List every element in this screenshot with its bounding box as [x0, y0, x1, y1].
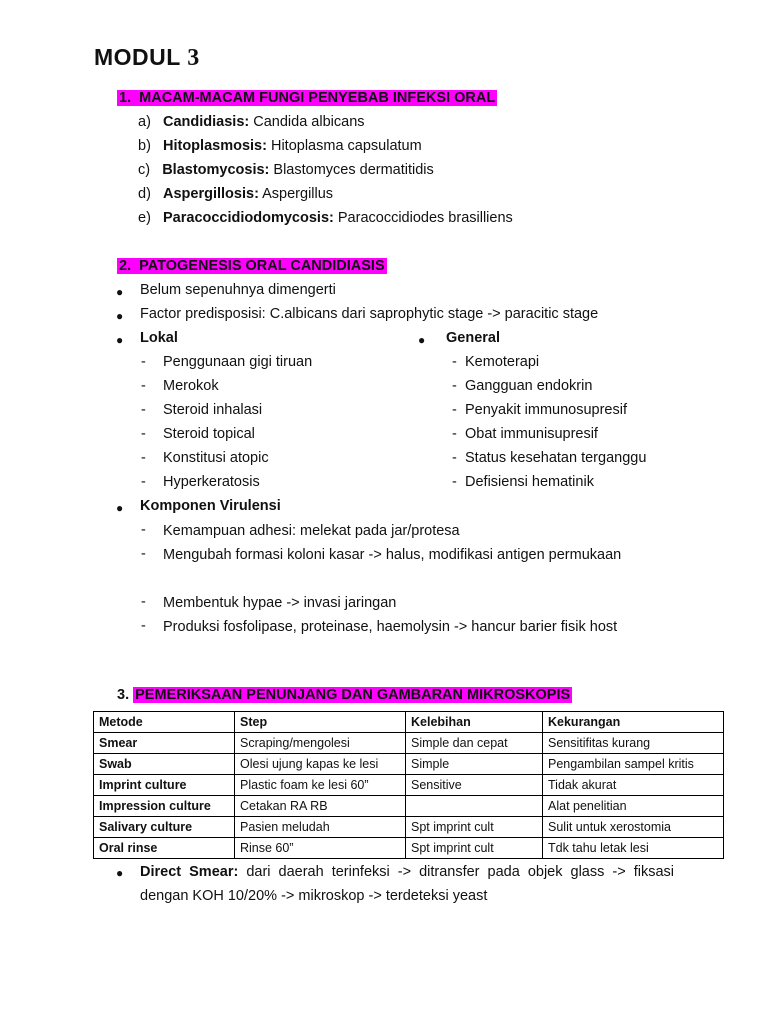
- fungi-sep: :: [264, 162, 270, 178]
- table-cell: Pengambilan sampel kritis: [543, 754, 724, 775]
- dash-icon: -: [452, 450, 457, 466]
- exam-table: [93, 711, 724, 859]
- col-header: Kelebihan: [406, 712, 543, 733]
- dash-icon: -: [141, 354, 146, 370]
- fungi-desc: Candida albicans: [249, 114, 365, 130]
- table-cell: Smear: [94, 733, 235, 754]
- fungi-item: [138, 210, 513, 226]
- dash-icon: -: [141, 618, 146, 634]
- item-letter: e): [138, 210, 151, 226]
- table-cell: Sulit untuk xerostomia: [543, 817, 724, 838]
- table-cell: Salivary culture: [94, 817, 235, 838]
- general-item: Penyakit immunosupresif: [465, 402, 627, 418]
- dash-icon: -: [141, 450, 146, 466]
- fungi-term: Candidiasis: [163, 114, 245, 130]
- fungi-term: Blastomycosis: [162, 162, 265, 178]
- table-cell: Spt imprint cult: [406, 838, 543, 859]
- dash-icon: -: [141, 378, 146, 394]
- table-cell: Simple: [406, 754, 543, 775]
- general-item: Defisiensi hematinik: [465, 474, 594, 490]
- table-row: [94, 775, 724, 796]
- bullet-text: Factor predisposisi: C.albicans dari saprophytic stage -> paracitic stage: [140, 306, 599, 322]
- table-cell: Plastic foam ke lesi 60”: [235, 775, 406, 796]
- section-1-heading: [117, 90, 497, 106]
- table-header-row: [94, 712, 724, 733]
- bullet-dot-icon: ●: [116, 333, 124, 347]
- general-item: Kemoterapi: [465, 354, 540, 370]
- dash-icon: -: [452, 474, 457, 490]
- section-3-number: 3.: [117, 687, 130, 703]
- table-row: [94, 754, 724, 775]
- virulensi-item: Kemampuan adhesi: melekat pada jar/protesa: [163, 523, 460, 539]
- fungi-item: [138, 114, 365, 130]
- section-2-number: 2.: [119, 258, 132, 274]
- table-cell: Pasien meludah: [235, 817, 406, 838]
- table-cell: Spt imprint cult: [406, 817, 543, 838]
- item-letter: c): [138, 162, 151, 178]
- fungi-desc: Blastomyces dermatitidis: [269, 162, 434, 178]
- bullet-dot-icon: ●: [116, 309, 124, 323]
- dash-icon: -: [141, 426, 146, 442]
- dash-icon: -: [452, 426, 457, 442]
- lokal-label: Lokal: [140, 330, 178, 346]
- direct-smear-term: Direct Smear:: [140, 864, 239, 880]
- table-cell: Oral rinse: [94, 838, 235, 859]
- section-1-number: 1.: [119, 90, 132, 106]
- dash-icon: -: [141, 546, 146, 562]
- fungi-term: Paracoccidiodomycosis: [163, 210, 330, 226]
- item-letter: a): [138, 114, 151, 130]
- table-cell: Rinse 60”: [235, 838, 406, 859]
- table-cell: Simple dan cepat: [406, 733, 543, 754]
- table-cell: Swab: [94, 754, 235, 775]
- dash-icon: -: [141, 594, 146, 610]
- bullet-dot-icon: ●: [116, 285, 124, 299]
- table-row: [94, 733, 724, 754]
- lokal-item: Penggunaan gigi tiruan: [163, 354, 313, 370]
- dash-icon: -: [452, 378, 457, 394]
- col-header: Metode: [94, 712, 235, 733]
- virulensi-item: Produksi fosfolipase, proteinase, haemolysin -> hancur barier fisik host: [163, 619, 618, 635]
- virulensi-item: Mengubah formasi koloni kasar -> halus, modifikasi antigen permukaan: [163, 547, 622, 563]
- section-3-heading: [117, 687, 572, 703]
- fungi-item: [138, 162, 434, 178]
- dash-icon: -: [141, 402, 146, 418]
- lokal-item: Steroid topical: [163, 426, 255, 442]
- table-cell: Cetakan RA RB: [235, 796, 406, 817]
- section-2-heading: [117, 258, 387, 274]
- fungi-sep: :: [254, 186, 259, 202]
- table-row: [94, 796, 724, 817]
- bullet-dot-icon: ●: [116, 866, 124, 880]
- lokal-item: Merokok: [163, 378, 219, 394]
- table-cell: Impression culture: [94, 796, 235, 817]
- fungi-term: Hitoplasmosis: [163, 138, 263, 154]
- section-1-title: MACAM-MACAM FUNGI PENYEBAB INFEKSI ORAL: [139, 90, 496, 106]
- bullet-text: Belum sepenuhnya dimengerti: [140, 282, 336, 298]
- fungi-sep: :: [244, 114, 250, 130]
- fungi-desc: Hitoplasma capsulatum: [266, 138, 422, 154]
- title-text: MODUL: [94, 44, 181, 70]
- col-header: Kekurangan: [543, 712, 724, 733]
- table-row: [94, 838, 724, 859]
- direct-smear-desc: dari daerah terinfeksi -> ditransfer pada objek glass -> fiksasi dengan KOH 10/20% -> mikroskop -> terdeteksi yeast: [140, 864, 674, 904]
- direct-smear-paragraph: [140, 860, 674, 908]
- dash-icon: -: [141, 522, 146, 538]
- fungi-item: [138, 138, 422, 154]
- fungi-sep: :: [329, 210, 334, 226]
- page-title: [94, 44, 200, 72]
- fungi-sep: :: [262, 138, 267, 154]
- bullet-dot-icon: ●: [418, 333, 426, 347]
- section-3-title: PEMERIKSAAN PENUNJANG DAN GAMBARAN MIKROSKOPIS: [135, 687, 571, 703]
- table-cell: Olesi ujung kapas ke lesi: [235, 754, 406, 775]
- col-header: Step: [235, 712, 406, 733]
- table-cell: Sensitive: [406, 775, 543, 796]
- title-number: 3: [187, 45, 200, 71]
- virulensi-label: Komponen Virulensi: [140, 498, 281, 514]
- table-cell: Sensitifitas kurang: [543, 733, 724, 754]
- item-letter: d): [138, 186, 151, 202]
- table-cell: Scraping/mengolesi: [235, 733, 406, 754]
- section-2-title: PATOGENESIS ORAL CANDIDIASIS: [139, 258, 385, 274]
- general-item: Status kesehatan terganggu: [465, 450, 647, 466]
- general-item: Obat immunisupresif: [465, 426, 598, 442]
- table-cell: Alat penelitian: [543, 796, 724, 817]
- lokal-item: Konstitusi atopic: [163, 450, 269, 466]
- fungi-term: Aspergillosis: [163, 186, 255, 202]
- lokal-item: Steroid inhalasi: [163, 402, 263, 418]
- general-label: General: [446, 330, 500, 346]
- fungi-item: [138, 186, 333, 202]
- fungi-desc: Paracoccidiodes brasilliens: [333, 210, 513, 226]
- table-cell: Tidak akurat: [543, 775, 724, 796]
- table-cell: [406, 796, 543, 817]
- bullet-dot-icon: ●: [116, 501, 124, 515]
- dash-icon: -: [452, 354, 457, 370]
- dash-icon: -: [452, 402, 457, 418]
- lokal-item: Hyperkeratosis: [163, 474, 260, 490]
- virulensi-item: Membentuk hypae -> invasi jaringan: [163, 595, 397, 611]
- fungi-desc: Aspergillus: [258, 186, 334, 202]
- table-row: [94, 817, 724, 838]
- table-cell: Tdk tahu letak lesi: [543, 838, 724, 859]
- item-letter: b): [138, 138, 151, 154]
- dash-icon: -: [141, 474, 146, 490]
- table-cell: Imprint culture: [94, 775, 235, 796]
- general-item: Gangguan endokrin: [465, 378, 593, 394]
